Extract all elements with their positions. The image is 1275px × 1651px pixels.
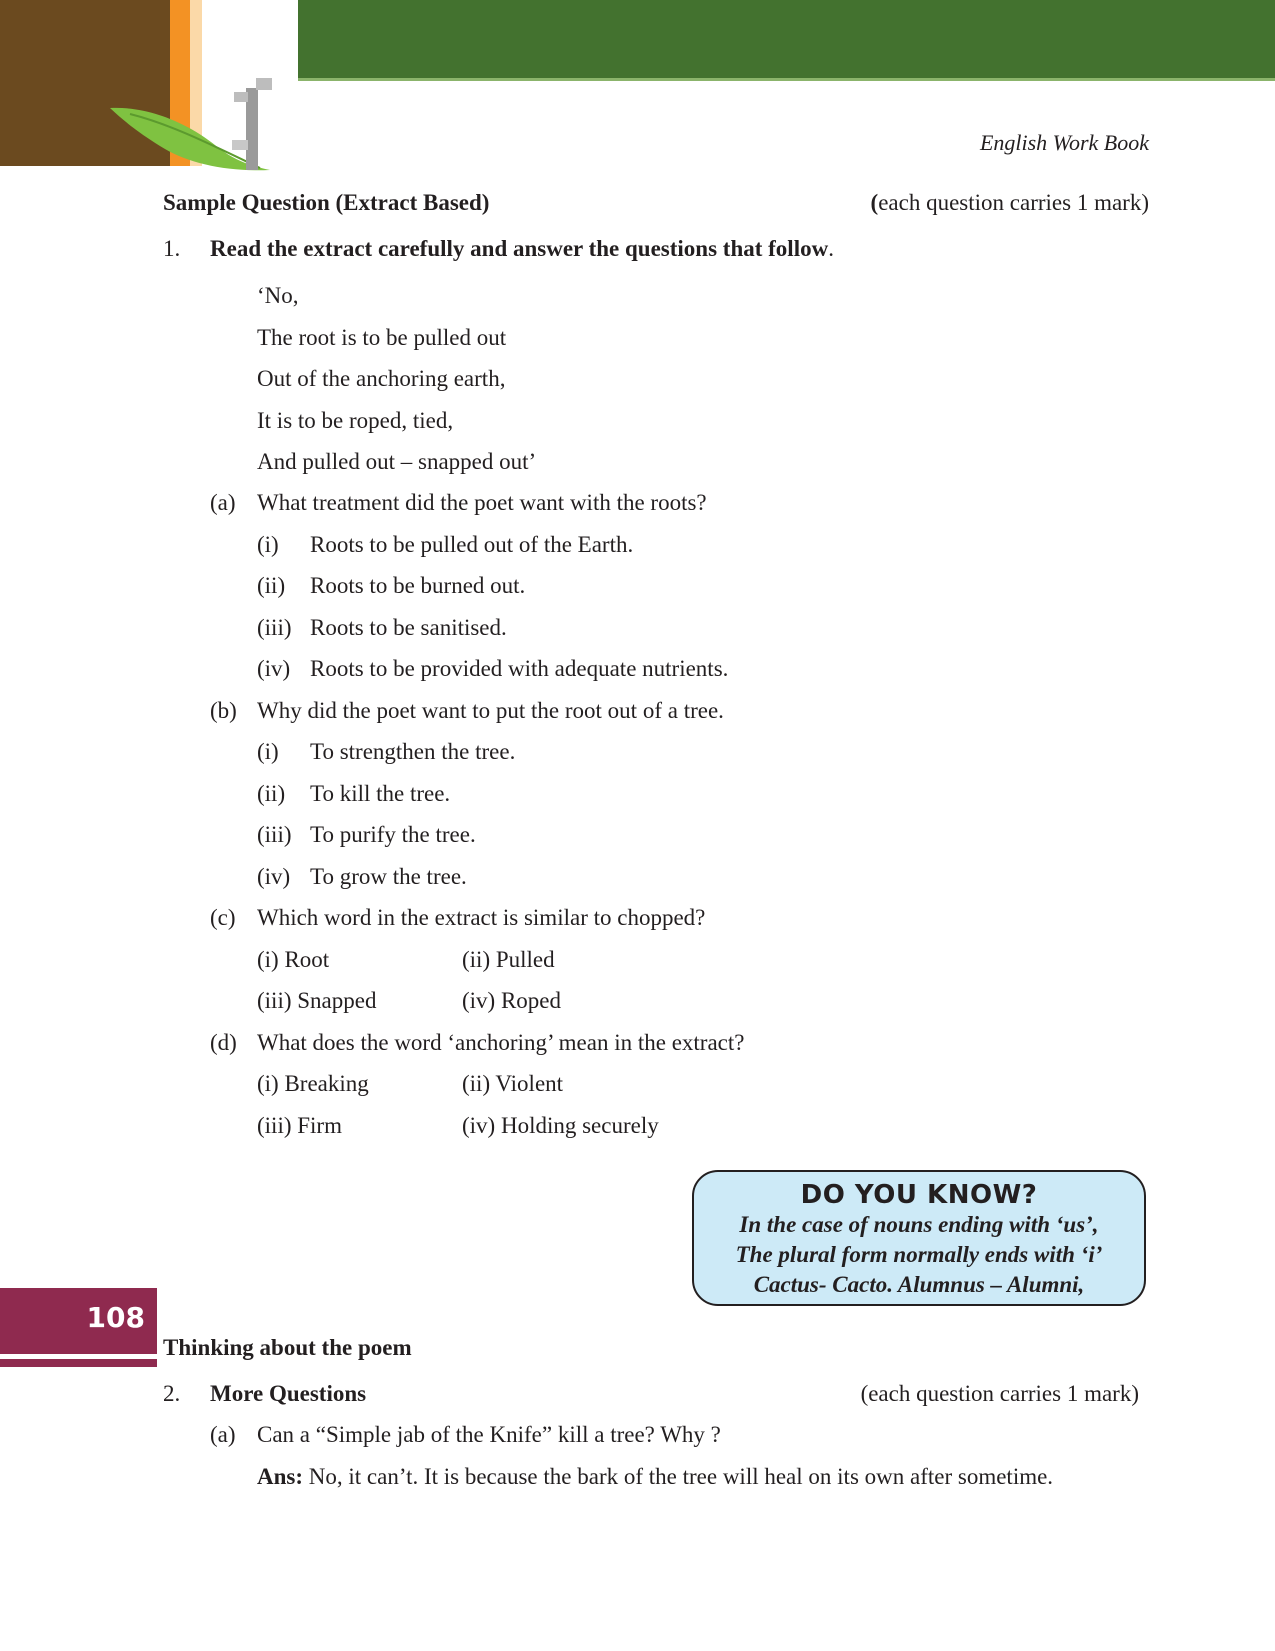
option-text: Roots to be sanitised. [310,615,507,640]
option-text: (iii) Snapped [257,988,377,1013]
answer-label: Ans: [257,1464,304,1489]
option-text: (i) Root [257,947,330,972]
do-you-know-title: DO YOU KNOW? [800,1180,1038,1210]
subquestion-label-c: (c) [210,905,236,930]
extract-line: Out of the anchoring earth, [257,366,506,391]
extract-line: It is to be roped, tied, [257,408,454,433]
option-label: (i) [257,739,279,764]
subquestion-text-a: What treatment did the poet want with the roots? [257,490,707,515]
section-title-thinking: Thinking about the poem [163,1335,412,1360]
option-label: (ii) [257,573,286,598]
do-you-know-line: Cactus- Cacto. Alumnus – Alumni, [753,1272,1085,1297]
subquestion-label-b: (b) [210,698,237,723]
subquestion-text-b: Why did the poet want to put the root out of a tree. [257,698,724,723]
option-text: To strengthen the tree. [310,739,516,764]
option-text: (ii) Pulled [462,947,555,972]
option-label: (iv) [257,864,291,889]
option-text: Roots to be burned out. [310,573,526,598]
extract-line: ‘No, [257,283,299,308]
page-tab-underline [0,1359,157,1367]
option-text: To grow the tree. [310,864,467,889]
option-label: (i) [257,532,279,557]
extract-line: The root is to be pulled out [257,325,507,350]
option-text: (i) Breaking [257,1071,369,1096]
option-label: (iii) [257,822,292,847]
subquestion-text-d: What does the word ‘anchoring’ mean in the extract? [257,1030,745,1055]
option-text: To purify the tree. [310,822,476,847]
subquestion-text-a: Can a “Simple jab of the Knife” kill a tree? Why ? [257,1422,721,1447]
do-you-know-line: In the case of nouns ending with ‘us’, [739,1212,1099,1237]
marks-text: each question carries 1 mark) [878,190,1149,215]
do-you-know-box [692,1170,1146,1306]
option-text: (iii) Firm [257,1113,342,1138]
section-title-sample-question: Sample Question (Extract Based) [163,190,490,215]
header-green-band-edge [298,78,1275,81]
page-number-tab [0,1288,157,1354]
subquestion-label-a: (a) [210,490,236,515]
question-number: 2. [163,1381,181,1406]
question-instruction [210,236,834,262]
sprout-icon [228,78,288,170]
do-you-know-line: The plural form normally ends with ‘i’ [735,1242,1103,1267]
option-text: (iv) Roped [462,988,562,1013]
answer-text: No, it can’t. It is because the bark of the tree will heal on its own after sometime. [308,1464,1054,1489]
instruction-text: Read the extract carefully and answer the questions that follow [210,236,829,261]
option-label: (iii) [257,615,292,640]
subquestion-text-c: Which word in the extract is similar to chopped? [257,905,706,930]
option-label: (iv) [257,656,291,681]
option-text: (ii) Violent [462,1071,564,1096]
running-head: English Work Book [979,130,1149,155]
option-text: (iv) Holding securely [462,1113,659,1138]
answer [257,1464,1053,1490]
option-text: Roots to be provided with adequate nutrients. [310,656,729,681]
marks-open-paren: ( [870,190,879,215]
subquestion-label-d: (d) [210,1030,237,1055]
option-text: Roots to be pulled out of the Earth. [310,532,634,557]
question-number: 1. [163,236,181,261]
extract-line: And pulled out – snapped out’ [257,449,537,474]
option-label: (ii) [257,781,286,806]
page-number: 108 [86,1301,145,1334]
question-title-more: More Questions [210,1381,367,1406]
instruction-period: . [828,236,834,261]
header-green-band [298,0,1275,78]
section-marks-note: (each question carries 1 mark) [860,1381,1139,1406]
section-marks-note [871,190,1149,216]
option-text: To kill the tree. [310,781,451,806]
subquestion-label-a: (a) [210,1422,236,1447]
